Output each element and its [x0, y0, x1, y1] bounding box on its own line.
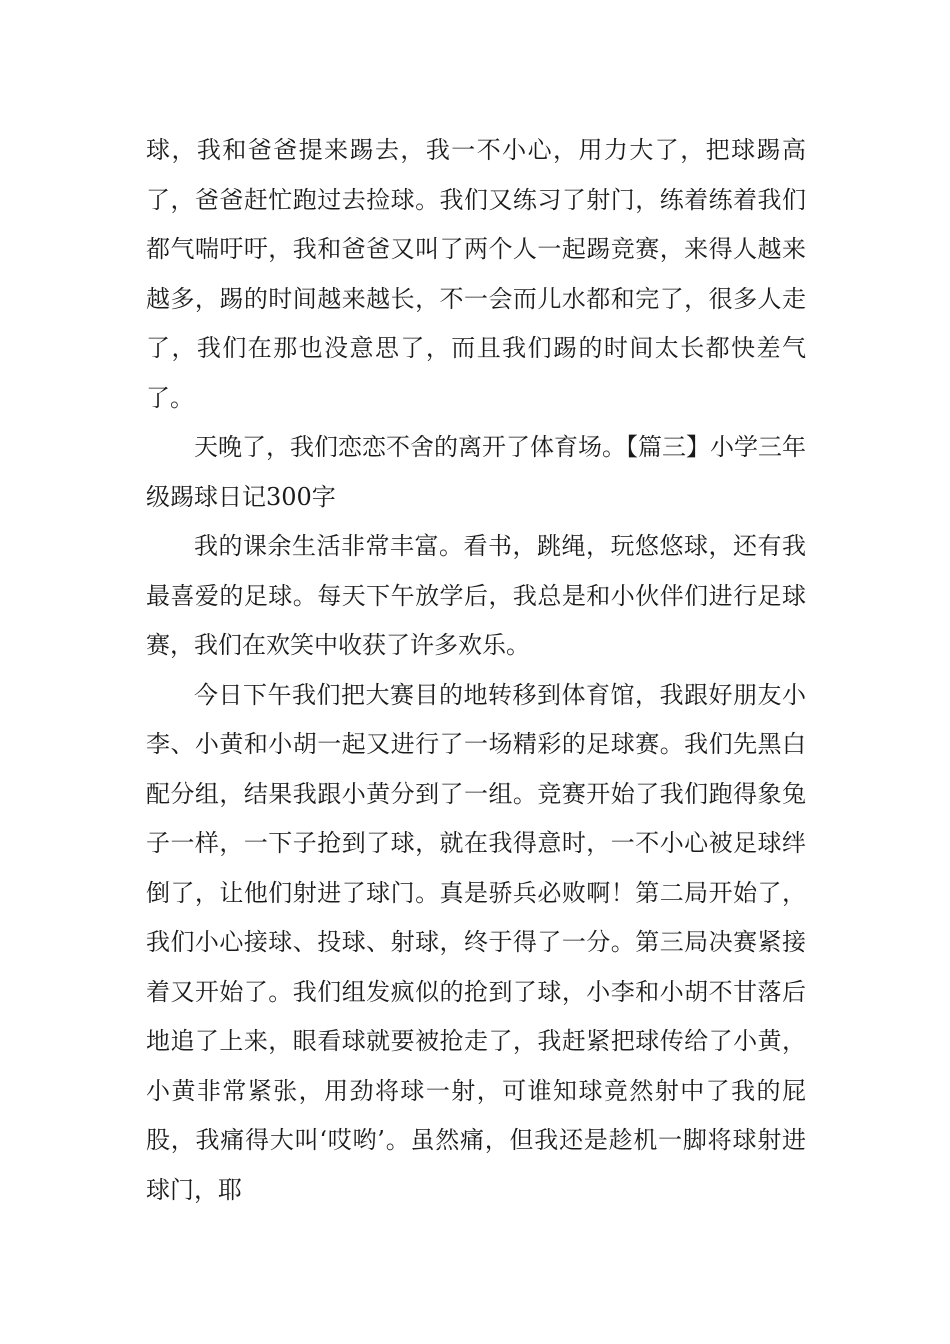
paragraph-3: 我的课余生活非常丰富。看书，跳绳，玩悠悠球，还有我最喜爱的足球。每天下午放学后，我总是和小伙伴们进行足球赛，我们在欢笑中收获了许多欢乐。	[146, 532, 806, 659]
paragraph-4: 今日下午我们把大赛目的地转移到体育馆，我跟好朋友小李、小黄和小胡一起又进行了一场精彩的足球赛。我们先黑白配分组，结果我跟小黄分到了一组。竞赛开始了我们跑得象兔子一样，一下子抢到了球，就在我得意时，一不小心被足球绊倒了，让他们射进了球门。真是骄兵必败啊！第二局开始了，我们小心接球、投球、射球，终于得了一分。第三局决赛紧接着又开始了。我们组发疯似的抢到了球，小李和小胡不甘落后地追了上来，眼看球就要被抢走了，我赶紧把球传给了小黄，小黄非常紧张，用劲将球一射，可谁知球竟然射中了我的屁股，我痛得大叫‘哎哟’。虽然痛，但我还是趁机一脚将球射进球门，耶	[146, 680, 806, 1204]
document-body	[146, 126, 806, 1215]
paragraph-1: 球，我和爸爸提来踢去，我一不小心，用力大了，把球踢高了，爸爸赶忙跑过去捡球。我们又练习了射门，练着练着我们都气喘吁吁，我和爸爸又叫了两个人一起踢竞赛，来得人越来越多，踢的时间越来越长，不一会而儿水都和完了，很多人走了，我们在那也没意思了，而且我们踢的时间太长都快差气了。	[146, 136, 806, 412]
paragraph-2: 天晚了，我们恋恋不舍的离开了体育场。【篇三】小学三年级踢球日记300字	[146, 433, 806, 511]
